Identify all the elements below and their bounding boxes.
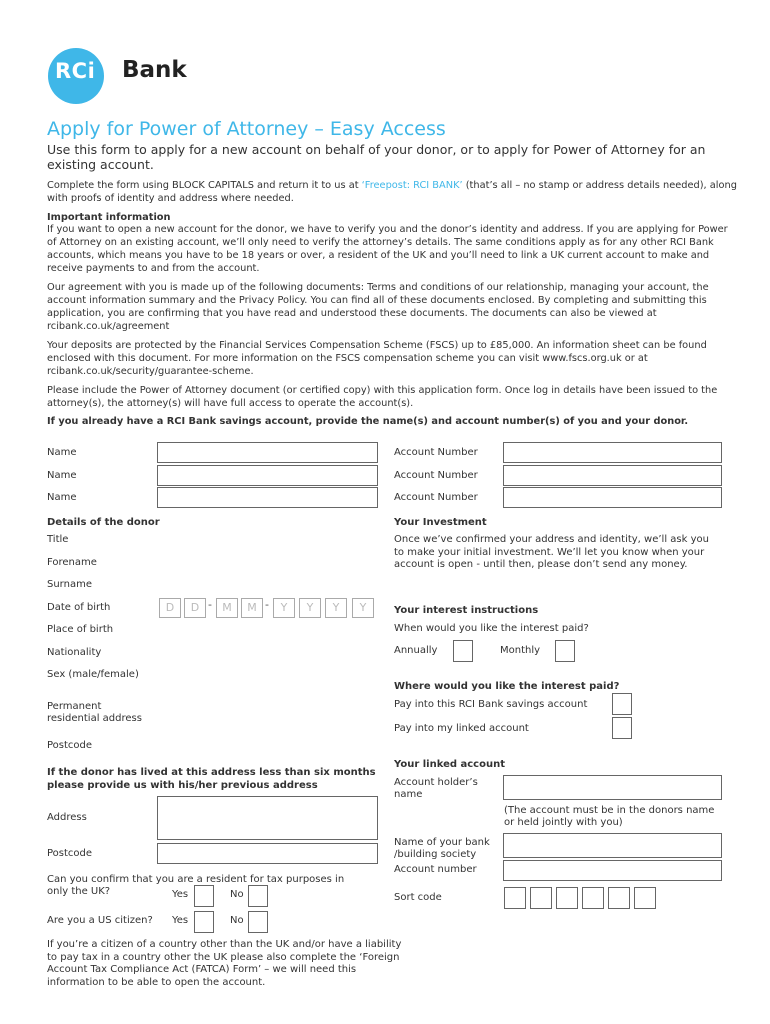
previous-address-input[interactable] [157,796,378,840]
existing-account-input-1[interactable] [503,442,722,463]
sort-code-digit-5[interactable] [608,887,630,909]
annually-checkbox[interactable] [453,640,473,662]
dob-year-2[interactable]: Y [299,598,321,618]
account-number-label: Account Number [394,470,478,481]
existing-name-input-2[interactable] [157,465,378,486]
donor-address-label: Permanent residential address [47,701,142,724]
pay-into-savings-label: Pay into this RCI Bank savings account [394,699,588,710]
monthly-label: Monthly [500,645,541,656]
interest-question: When would you like the interest paid? [394,623,589,634]
dob-year-3[interactable]: Y [325,598,347,618]
dob-day-2[interactable]: D [184,598,206,618]
name-label: Name [47,470,77,481]
previous-address-label: Address [47,812,87,823]
page-subtitle: Use this form to apply for a new account on behalf of your donor, or to apply for Power of Attorney for an existing account. [47,142,706,172]
logo-name: Bank [122,57,187,83]
dob-day-1[interactable]: D [159,598,181,618]
dob-separator: - [265,598,269,611]
donor-nationality-label: Nationality [47,647,102,658]
pay-into-linked-checkbox[interactable] [612,717,632,739]
existing-account-input-2[interactable] [503,465,722,486]
existing-name-input-3[interactable] [157,487,378,508]
bank-name-input[interactable] [503,833,722,858]
tax-yes-checkbox[interactable] [194,885,214,907]
account-holder-input[interactable] [503,775,722,800]
previous-postcode-input[interactable] [157,843,378,864]
tax-yes-label: Yes [172,889,189,900]
existing-account-input-3[interactable] [503,487,722,508]
investment-heading: Your Investment [394,517,487,528]
linked-heading: Your linked account [394,759,505,770]
us-yes-label: Yes [172,915,189,926]
us-no-checkbox[interactable] [248,911,268,933]
intro-paragraph-3: Our agreement with you is made up of the following documents: Terms and conditions of our relationship, managing your account, the account information summary and the Privacy Policy. You can find all of these documents enclosed. By completing and submitting this application, you are confirming that you have read and understood these documents. The documents can also be viewed at rcibank.co.uk/agreement [47,282,709,332]
us-citizen-question: Are you a US citizen? [47,915,153,926]
name-label: Name [47,492,77,503]
name-label: Name [47,447,77,458]
us-no-label: No [230,915,244,926]
donor-postcode-label: Postcode [47,740,93,751]
page-title: Apply for Power of Attorney – Easy Access [47,118,446,140]
tax-no-label: No [230,889,244,900]
bank-name-label: Name of your bank /building society [394,837,490,860]
existing-name-input-1[interactable] [157,442,378,463]
pay-into-linked-label: Pay into my linked account [394,723,529,734]
previous-address-heading: If the donor has lived at this address less than six months please provide us with his/her previous address [47,767,376,791]
interest-where-heading: Where would you like the interest paid? [394,681,620,692]
account-holder-label: Account holder’s name [394,777,478,800]
dob-year-1[interactable]: Y [273,598,295,618]
previous-postcode-label: Postcode [47,848,93,859]
monthly-checkbox[interactable] [555,640,575,662]
donor-sex-label: Sex (male/female) [47,669,139,680]
us-yes-checkbox[interactable] [194,911,214,933]
donor-surname-label: Surname [47,579,92,590]
annually-label: Annually [394,645,438,656]
sort-code-digit-2[interactable] [530,887,552,909]
sort-code-digit-6[interactable] [634,887,656,909]
donor-title-label: Title [47,534,69,545]
tax-no-checkbox[interactable] [248,885,268,907]
fatca-note: If you’re a citizen of a country other than the UK and/or have a liability to pay tax in a country other the UK please also complete the ‘Foreign Account Tax Compliance Act (FATCA) Form’ – we will need this information to be able to open the account. [47,939,402,988]
intro-paragraph-1: Complete the form using BLOCK CAPITALS and return it to us at ‘Freepost: RCI BANK’ (that’s all – no stamp or address details needed), along with proofs of identity and address where needed. [47,180,737,204]
investment-text: Once we’ve confirmed your address and identity, we’ll ask you to make your initial investment. We’ll let you know when your account is open - until then, please don’t send any money. [394,534,709,570]
freepost-address: ‘Freepost: RCI BANK’ [361,180,463,191]
interest-heading: Your interest instructions [394,605,539,616]
pay-into-savings-checkbox[interactable] [612,693,632,715]
dob-year-4[interactable]: Y [352,598,374,618]
sort-code-digit-4[interactable] [582,887,604,909]
donor-forename-label: Forename [47,557,97,568]
account-number-label: Account Number [394,447,478,458]
logo-short: RCi [55,59,96,83]
intro-paragraph-4: Your deposits are protected by the Financial Services Compensation Scheme (FSCS) up to £85,000. An information sheet can be found enclosed with this document. For more information on the FSCS compensation scheme you can visit www.fscs.org.uk or at rcibank.co.uk/security/guarantee-scheme. [47,340,707,377]
linked-account-number-input[interactable] [503,860,722,881]
donor-dob-label: Date of birth [47,602,111,613]
important-heading: Important information [47,212,171,223]
linked-account-note: (The account must be in the donors name or held jointly with you) [504,805,715,828]
account-number-label: Account Number [394,492,478,503]
account-number-label: Account number [394,864,477,875]
dob-separator: - [208,598,212,611]
sort-code-digit-3[interactable] [556,887,578,909]
intro-paragraph-2: If you want to open a new account for the donor, we have to verify you and the donor’s identity and address. If you are applying for Power of Attorney on an existing account, we’ll only need to verify the attorney’s details. The same conditions apply as for any other RCI Bank accounts, which means you have to be 18 years or over, a resident of the UK and you’ll need to link a UK current account to make and receive payments to and from the account. [47,224,728,274]
donor-heading: Details of the donor [47,517,160,528]
sort-code-label: Sort code [394,892,442,903]
donor-place-of-birth-label: Place of birth [47,624,114,635]
intro-paragraph-5: Please include the Power of Attorney document (or certified copy) with this application form. Once log in details have been issued to the attorney(s), the attorney(s) will have full access to operate the account(s). [47,385,718,409]
existing-accounts-instruction: If you already have a RCI Bank savings account, provide the name(s) and account number(s) of you and your donor. [47,416,689,427]
tax-residency-question: Can you confirm that you are a resident for tax purposes in only the UK? [47,874,345,897]
dob-month-2[interactable]: M [241,598,263,618]
sort-code-digit-1[interactable] [504,887,526,909]
dob-month-1[interactable]: M [216,598,238,618]
